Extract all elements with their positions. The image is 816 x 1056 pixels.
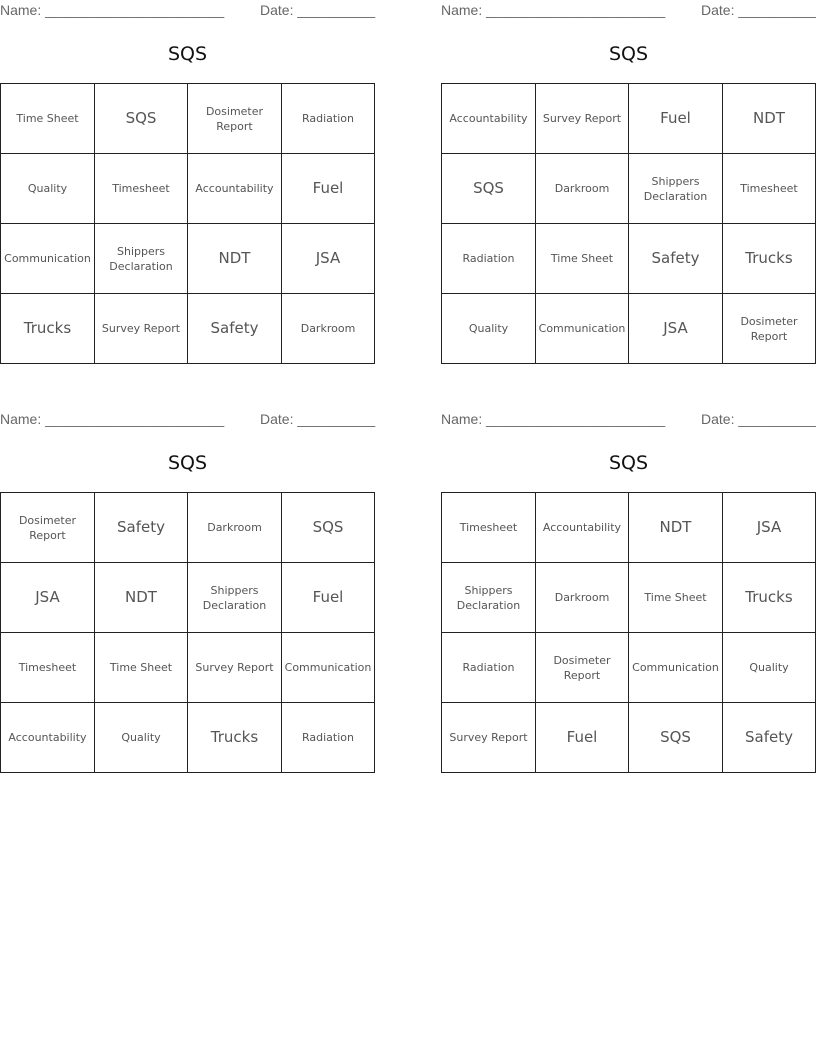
card-title: SQS	[167, 452, 208, 474]
bingo-cell: Dosimeter Report	[1, 493, 95, 563]
bingo-cell: SQS	[95, 84, 188, 154]
date-field-label: Date: __________	[701, 411, 816, 427]
bingo-cell: Safety	[629, 224, 723, 294]
bingo-cell: Timesheet	[95, 154, 188, 224]
bingo-cell: Shippers Declaration	[188, 563, 282, 633]
bingo-cell: Dosimeter Report	[740, 314, 798, 343]
bingo-cell: Fuel	[629, 84, 723, 154]
bingo-cell: JSA	[629, 294, 723, 363]
bingo-cell: Survey Report	[95, 294, 188, 363]
date-field-label: Date: __________	[260, 411, 376, 427]
bingo-cell: Communication	[1, 224, 95, 294]
bingo-cell: SQS	[442, 154, 536, 224]
bingo-cell: Time Sheet	[536, 224, 629, 294]
bingo-card	[441, 409, 816, 781]
bingo-cell: Safety	[745, 728, 793, 746]
bingo-grid	[0, 83, 375, 364]
name-field-label: Name: _______________________	[441, 411, 666, 427]
bingo-cell: Communication	[536, 294, 629, 363]
bingo-card	[0, 0, 375, 372]
bingo-cell: Time Sheet	[629, 563, 723, 633]
bingo-grid	[0, 492, 375, 773]
bingo-card	[441, 0, 816, 372]
bingo-cell: Accountability	[442, 84, 536, 154]
bingo-cell: JSA	[282, 224, 374, 294]
card-title: SQS	[167, 43, 208, 65]
bingo-cell: Quality	[442, 294, 536, 363]
bingo-cell: NDT	[723, 84, 815, 154]
bingo-cell: Timesheet	[723, 154, 815, 224]
bingo-cell: Time Sheet	[95, 633, 188, 703]
bingo-cell: Survey Report	[188, 633, 282, 703]
bingo-cell: Trucks	[188, 703, 282, 772]
bingo-cell: NDT	[95, 563, 188, 633]
bingo-cell: Dosimeter Report	[188, 84, 282, 154]
bingo-cell: Fuel	[282, 563, 374, 633]
bingo-cell: NDT	[188, 224, 282, 294]
bingo-cell: Fuel	[536, 703, 629, 772]
bingo-cell: SQS	[282, 493, 374, 563]
date-field-label: Date: __________	[701, 2, 816, 18]
bingo-cell: Timesheet	[442, 493, 536, 563]
card-title: SQS	[608, 43, 649, 65]
bingo-grid	[441, 492, 816, 773]
bingo-cell: Trucks	[723, 224, 815, 294]
bingo-cell: Accountability	[536, 493, 629, 563]
bingo-cell: NDT	[629, 493, 723, 563]
bingo-cell: Quality	[95, 703, 188, 772]
card-title: SQS	[608, 452, 649, 474]
name-field-label: Name: _______________________	[441, 2, 666, 18]
bingo-cell: Survey Report	[536, 84, 629, 154]
bingo-cell: JSA	[723, 493, 815, 563]
bingo-cell: Radiation	[442, 224, 536, 294]
bingo-cell: Trucks	[723, 563, 815, 633]
bingo-cell: Shippers Declaration	[629, 154, 723, 224]
bingo-cell: Radiation	[442, 633, 536, 703]
bingo-cell: Quality	[723, 633, 815, 703]
date-field-label: Date: __________	[260, 2, 376, 18]
bingo-cell: Survey Report	[442, 703, 536, 772]
bingo-cell: Radiation	[302, 731, 354, 744]
name-field-label: Name: _______________________	[0, 2, 225, 18]
bingo-cell: Darkroom	[188, 493, 282, 563]
bingo-cell: Dosimeter Report	[536, 633, 629, 703]
bingo-cell: Trucks	[1, 294, 95, 363]
bingo-cell: Communication	[629, 633, 723, 703]
bingo-cell: Shippers Declaration	[95, 224, 188, 294]
bingo-cell: Radiation	[282, 84, 374, 154]
bingo-cell: Safety	[95, 493, 188, 563]
bingo-cell: Shippers Declaration	[442, 563, 536, 633]
bingo-cell: JSA	[1, 563, 95, 633]
bingo-cell: Quality	[1, 154, 95, 224]
bingo-grid	[441, 83, 816, 364]
bingo-cell: Safety	[188, 294, 282, 363]
name-field-label: Name: _______________________	[0, 411, 225, 427]
bingo-card	[0, 409, 375, 781]
bingo-cell: SQS	[629, 703, 723, 772]
bingo-cell: Darkroom	[300, 322, 356, 335]
bingo-cell: Communication	[282, 633, 374, 703]
bingo-cell: Timesheet	[1, 633, 95, 703]
bingo-cell: Darkroom	[536, 154, 629, 224]
bingo-cell: Darkroom	[536, 563, 629, 633]
bingo-cell: Fuel	[282, 154, 374, 224]
bingo-cell: Accountability	[1, 703, 95, 772]
bingo-cell: Accountability	[188, 154, 282, 224]
bingo-cell: Time Sheet	[1, 84, 95, 154]
